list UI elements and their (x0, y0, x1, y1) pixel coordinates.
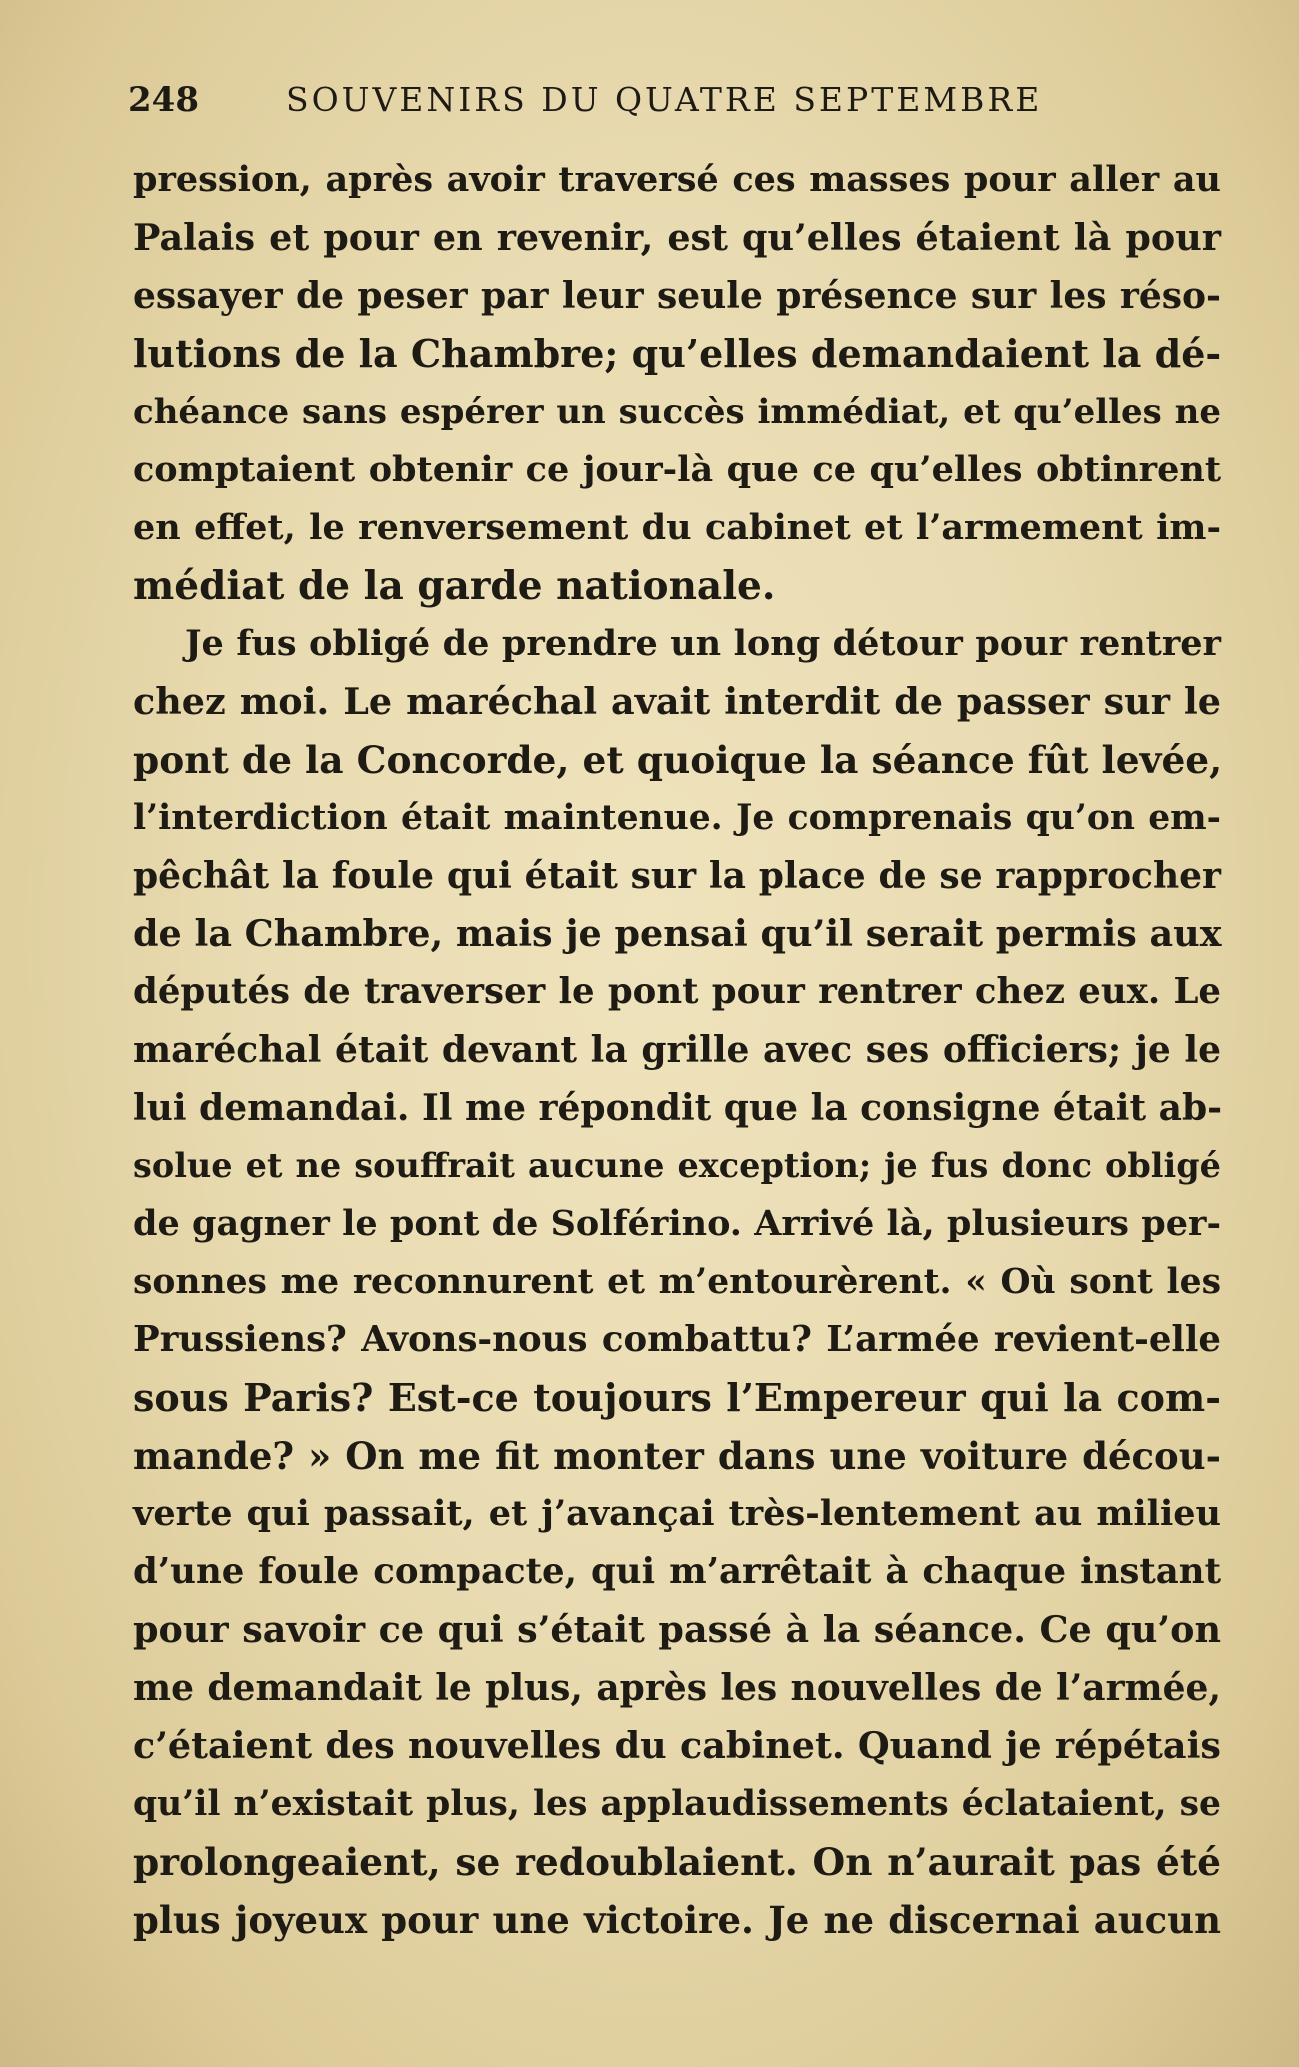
running-title: SOUVENIRS DU QUATRE SEPTEMBRE (286, 80, 1043, 119)
text-line: c’étaient des nouvelles du cabinet. Quand je répétais (133, 1724, 1221, 1767)
text-line: pression, après avoir traversé ces masses pour aller au (133, 159, 1221, 200)
text-line: l’interdiction était maintenue. Je comprenais qu’on em- (133, 798, 1221, 838)
text-line: d’une foule compacte, qui m’arrêtait à chaque instant (133, 1551, 1221, 1592)
text-line: de gagner le pont de Solférino. Arrivé là, plusieurs per- (133, 1203, 1221, 1244)
text-line: qu’il n’existait plus, les applaudissements éclataient, se (133, 1784, 1221, 1824)
text-line: plus joyeux pour une victoire. Je ne discernai aucun (133, 1898, 1221, 1942)
text-line: maréchal était devant la grille avec ses officiers; je le (133, 1029, 1221, 1071)
text-line: chez moi. Le maréchal avait interdit de passer sur le (133, 680, 1221, 723)
text-line: Palais et pour en revenir, est qu’elles étaient là pour (133, 216, 1221, 259)
text-line: me demandait le plus, après les nouvelles de l’armée, (133, 1667, 1221, 1709)
paragraph (133, 615, 1221, 1949)
text-line: solue et ne souffrait aucune exception; je fus donc obligé (133, 1146, 1221, 1185)
text-line: sonnes me reconnurent et m’entourèrent. « Où sont les (133, 1262, 1221, 1302)
text-line: lutions de la Chambre; qu’elles demandaient la dé- (133, 331, 1222, 376)
text-line: députés de traverser le pont pour rentrer chez eux. Le (133, 971, 1221, 1012)
text-line: Prussiens? Avons-nous combattu? L’armée revient-elle (133, 1319, 1221, 1360)
text-line: chéance sans espérer un succès immédiat, et qu’elles ne (133, 392, 1221, 432)
page-number: 248 (128, 80, 199, 120)
text-line: de la Chambre, mais je pensai qu’il serait permis aux (133, 912, 1222, 955)
text-line: prolongeaient, se redoublaient. On n’aurait pas été (133, 1840, 1221, 1884)
text-line: en effet, le renversement du cabinet et l’armement im- (133, 507, 1221, 548)
text-line: Je fus obligé de prendre un long détour pour rentrer (185, 623, 1221, 664)
body-text (133, 151, 1221, 1949)
page-header (128, 72, 1128, 132)
text-line: comptaient obtenir ce jour-là que ce qu’elles obtinrent (133, 449, 1221, 490)
text-line: lui demandai. Il me répondit que la consigne était ab- (133, 1087, 1223, 1129)
paragraph (133, 151, 1221, 615)
text-line: pont de la Concorde, et quoique la séance fût levée, (133, 738, 1223, 782)
text-line: pêchât la foule qui était sur la place de se rapprocher (133, 855, 1221, 897)
text-line: médiat de la garde nationale. (133, 563, 776, 609)
text-line: essayer de peser par leur seule présence sur les réso- (133, 275, 1221, 317)
text-line: pour savoir ce qui s’était passé à la séance. Ce qu’on (133, 1608, 1221, 1651)
text-line: mande? » On me fit monter dans une voiture décou- (133, 1434, 1221, 1478)
text-line: sous Paris? Est-ce toujours l’Empereur qui la com- (133, 1375, 1221, 1420)
text-line: verte qui passait, et j’avançai très-lentement au milieu (133, 1493, 1221, 1534)
